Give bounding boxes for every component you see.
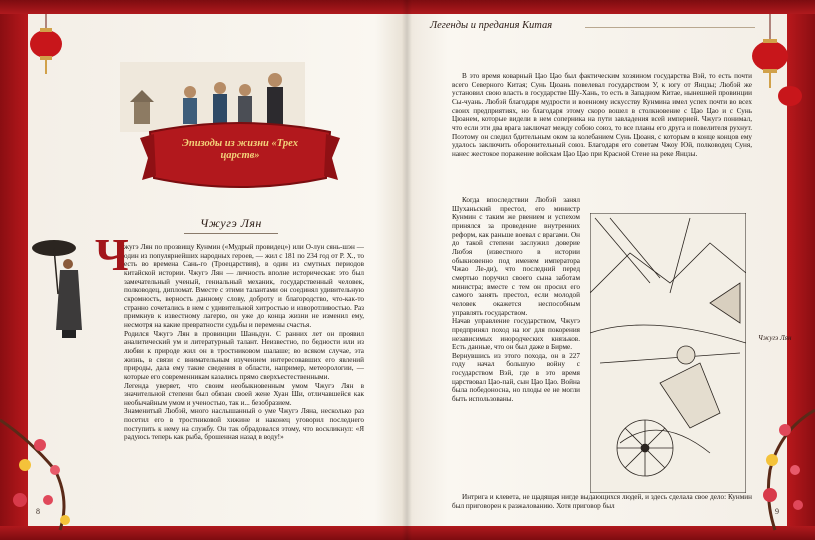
page-number-right: 9 xyxy=(775,507,779,516)
illustration-caption: Чжугэ Лян xyxy=(758,334,792,342)
banner-title: Эпизоды из жизни «Трех царств» xyxy=(182,138,298,161)
right-top-text xyxy=(452,72,752,159)
running-head: Легенды и предания Китая xyxy=(430,20,553,31)
blossom-branch-icon xyxy=(0,420,70,530)
lantern-icon xyxy=(752,14,802,106)
drop-cap: Ч xyxy=(95,229,129,280)
figure-with-umbrella-illustration xyxy=(32,234,94,344)
lantern-icon xyxy=(30,14,62,74)
right-text-col: Когда впоследствии Любэй занял Шуханьский престол, его министр Кунмин с таким же рвением и успехом принялся за проведение внутренних реформ, как раньше воевал с врагами. Он до такой степени заслужил доверие Любэя (известного в истории обыкновенно под именем императора Чжао Ле-ди), что последний перед смертью поручил своего сына заботам министра; вместе с тем он просил его самого занять престол, если молодой человек окажется неспособным управлять государством. Начав управление государством, Чжугэ предпринял поход на юг для покорения независимых инородческих князьков. Есть данные, что он был даже в Бирме. Вернувшись из этого похода, он в 227 году начал большую войну с государством Вэй, где в это время царствовал Цао-пай, сын Цао Цао. Война была победоносна, но плоды ее не могли быть использованы. xyxy=(452,196,580,404)
left-page-text xyxy=(124,243,364,442)
section-heading: Чжугэ Лян xyxy=(200,216,262,230)
page-number-left: 8 xyxy=(36,507,40,516)
left-text-block: жугэ Лян по прозвищу Кунмин («Мудрый провидец») или О-лун сянь-шэн — один из популярнейших народных героев, — жил с 181 по 234 год от Р. Х., то есть во времена Сань-го (Троецарствия), в один из смутных периодов китайской истории. Чжугэ Лян — личность вполне историческая: это был замечательный ученый, гениальный механик, государственный человек, полководец, дипломат. Вместе с этими талантами он соединял удивительную скромность, верность данному слову, доброту и благородство, что-как-то странно сочетались в нем с удивительной хитростью и изворотливостью. Раз примкнув к известному лагерю, он уже до конца жизни не изменил ему, несмотря на какие превратности судьбы и перемены счастья. Родился Чжугэ Лян в провинции Шаньдун. С ранних лет он проявил аналитический ум и литературный талант. Неизвестно, по бедности или из любви к природе жил он в тростниковом шалаше; во всяком случае, эта жизнь, в связи с внимательным изучением интересовавших его явлений природы, дала ему такие сведения в области, например, метеорологии, — которые его современникам казались прямо сверхъестественными. Легенда уверяет, что своим необыкновенным умом Чжугэ Лян в значительной степени был обязан своей жене Хуан Ши, отличавшейся как необычайным умом и ученостью, так и... безобразием. Знаменитый Любэй, много наслышанный о уме Чжугэ Ляна, несколько раз посетил его в тростниковой хижине и наконец уговорил последнего поступить к нему на службу. Он так обрадовался этому, что воскликнул: «Я радуюсь теперь как рыба, брошенная назад в воду!» xyxy=(124,243,364,442)
right-column-text xyxy=(452,196,580,404)
running-head-rule xyxy=(585,27,755,28)
blossom-branch-icon xyxy=(763,410,815,530)
right-bottom-text xyxy=(452,493,752,510)
right-text-top: В это время коварный Цао Цао был фактическим хозяином государства Вэй, то есть почти всего Северного Китая; Сунь Цюань повелевал государством У, к югу от Янцзы; Любэй же установил свою власть в государстве Шу-Хань, то есть в Западном Китае, нынешней провинции Сы-чуань. Любэй благодаря мудрости и военному искусству Кунмина имел успех почти во всех своих предприятиях, но благодаря этому скоро вошел в столкновение с Цао Цао и с Сунь Цюанем, которые видели в нем соперника на пути завладения всей империей. Чжугэ понимал, что если эти два врага заключат между собою союз, то все планы его друга и повелителя рухнут. Поэтому он следил бдительным оком за колебанием Сунь Цюаня, с которым в конце концов ему удалось заключить оборонительный союз. Благодаря его советам Чжоу Юй, полководец Суня, нанес жестокое поражение войскам Цао Цао при Красной Стене на реке Янцзы. xyxy=(452,72,752,158)
right-text-bottom: Интрига и клевета, не щадящая нигде выдающихся людей, и здесь сделала свое дело: Кунмин был приговорен к разжалованию. Хотя приговор был xyxy=(452,493,752,510)
battle-illustration xyxy=(590,213,746,493)
